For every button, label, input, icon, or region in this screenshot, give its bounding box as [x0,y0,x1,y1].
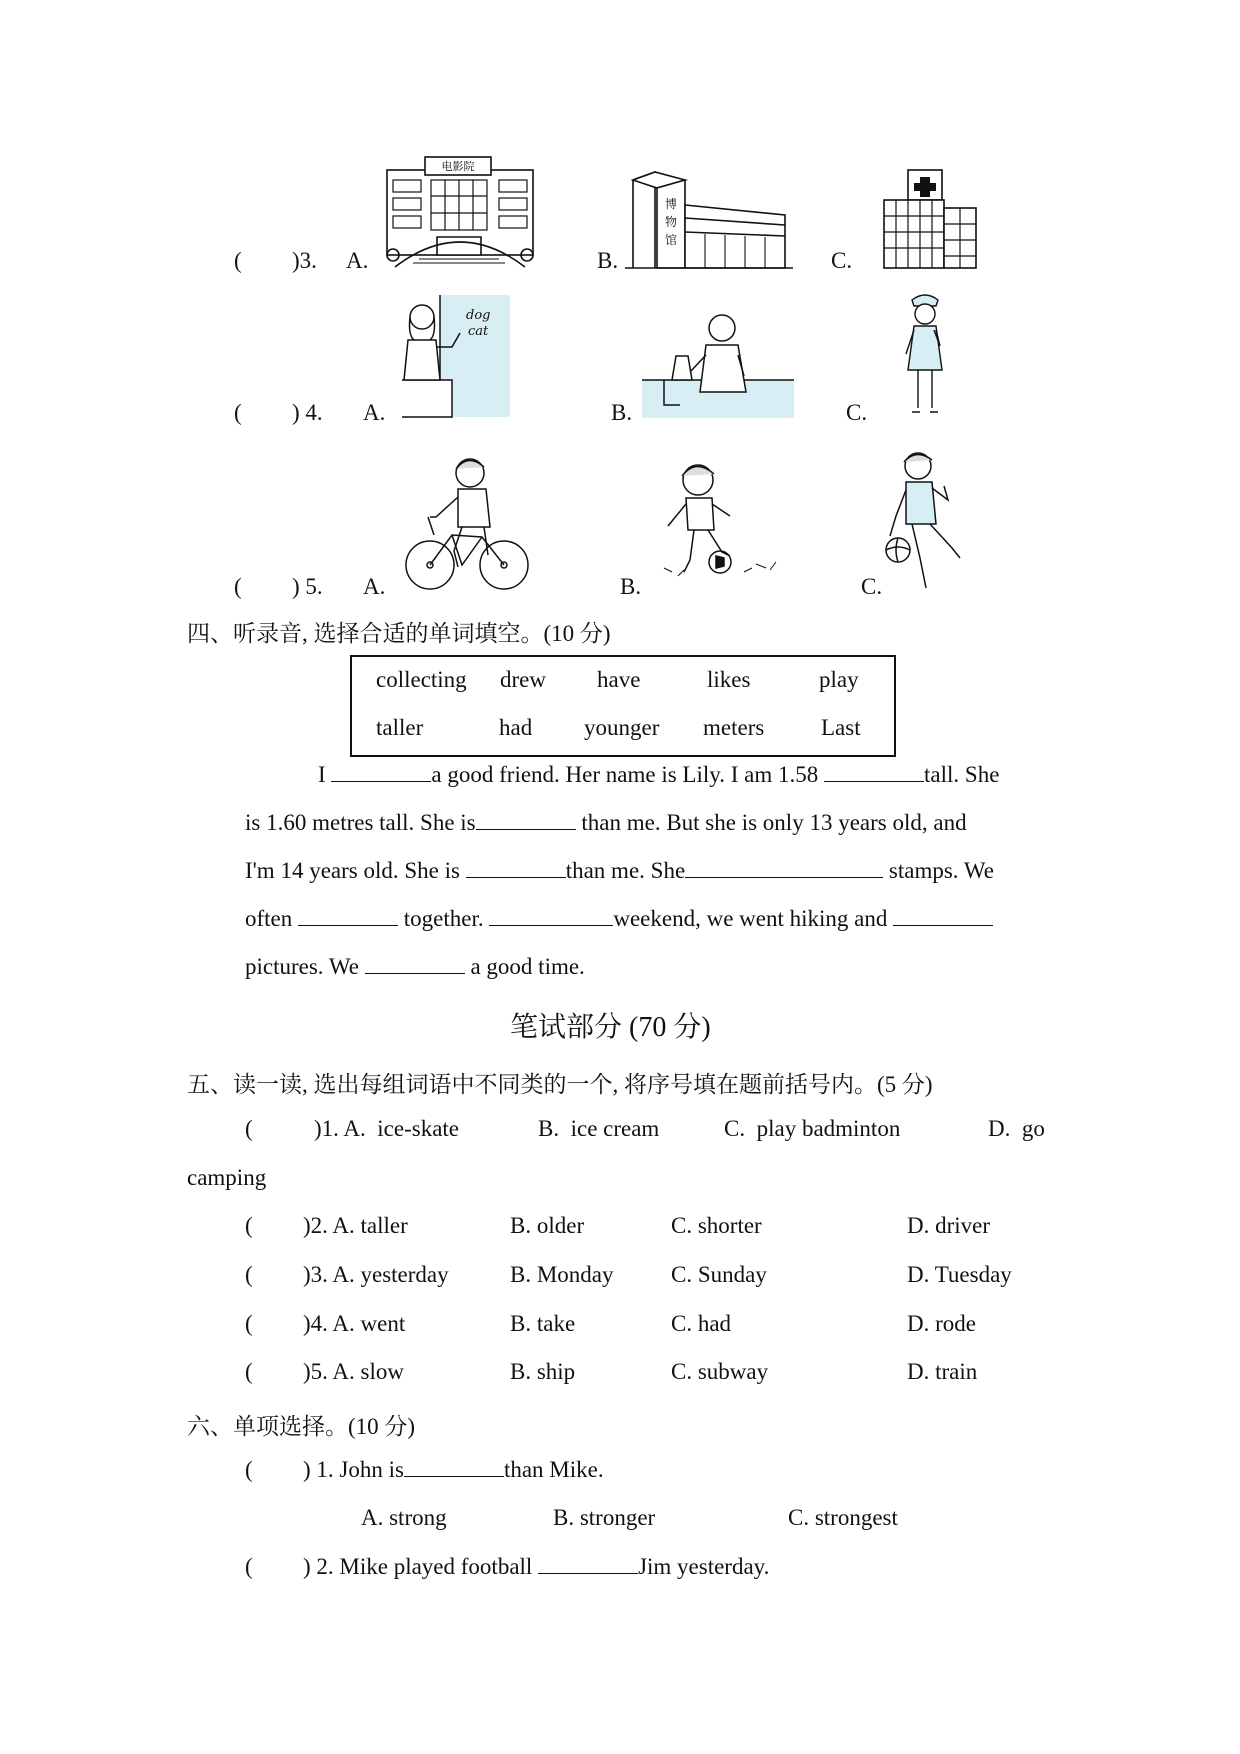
board-word-dog: dog [466,308,491,323]
teacher-icon[interactable] [400,295,512,420]
s5-q3-option-b: B. Monday [510,1262,614,1287]
boy-playing-football-icon[interactable] [660,460,785,585]
s5-q4-option-a: )4. A. went [303,1311,406,1336]
s5-q5-option-c: C. subway [671,1359,769,1384]
passage-line-4: often together. weekend, we went hiking and [245,906,993,932]
cinema-sign: 电影院 [441,160,475,173]
s5-q4-bracket[interactable]: ( [245,1311,253,1336]
s5-q5-bracket[interactable]: ( [245,1359,253,1384]
boy-riding-bike-icon[interactable] [402,455,532,595]
word-bank-item: Last [821,715,861,740]
s6-q2-bracket[interactable]: ( [245,1554,253,1579]
s5-q2-option-c: C. shorter [671,1213,762,1238]
passage-blank[interactable] [824,763,924,782]
q3-option-a-label: A. [346,248,369,273]
passage-blank[interactable] [476,811,576,830]
hospital-building-icon[interactable] [880,168,980,270]
q4-option-a-label: A. [363,400,386,425]
passage-blank[interactable] [685,859,883,878]
s6-q1-option-b[interactable]: B. stronger [553,1505,656,1530]
nurse-icon[interactable] [900,290,950,420]
s5-q4-option-c: C. had [671,1311,732,1336]
passage-blank[interactable] [298,907,398,926]
q4-bracket[interactable]: ( [234,400,242,425]
s5-q1-option-d: D. go [988,1116,1045,1141]
board-word-cat: cat [468,324,489,339]
s5-q1-bracket[interactable]: ( [245,1116,253,1141]
word-bank-item: play [819,667,859,692]
written-part-title: 笔试部分 (70 分) [510,1012,711,1043]
passage-blank[interactable] [365,955,465,974]
q4-option-c-label: C. [846,400,868,425]
word-bank-item: drew [500,667,546,692]
q4-number: ) 4. [292,400,323,425]
word-bank-item: likes [707,667,751,692]
s5-q3-bracket[interactable]: ( [245,1262,253,1287]
passage-line-1: I a good friend. Her name is Lily. I am 1.58 tall. She [318,762,1000,787]
s6-q1-option-c[interactable]: C. strongest [788,1505,898,1530]
museum-sign-1: 博 [664,197,678,211]
passage-blank[interactable] [893,907,993,926]
s5-q1-option-b: B. ice cream [538,1116,660,1141]
q3-option-c-label: C. [831,248,853,273]
s5-q5-option-a: )5. A. slow [303,1359,404,1384]
s5-q1-number: )1. A. ice-skate [314,1116,460,1141]
scientist-icon[interactable] [640,310,796,420]
s6-q1-stem: ) 1. John is than Mike. [303,1457,604,1482]
s6-q1-option-a[interactable]: A. strong [361,1505,447,1530]
museum-sign-3: 馆 [664,233,678,247]
s5-q4-option-d: D. rode [907,1311,976,1336]
q5-option-a-label: A. [363,574,386,599]
word-bank-item: meters [703,715,765,740]
s5-q3-option-d: D. Tuesday [907,1262,1012,1287]
passage-line-2: is 1.60 metres tall. She is than me. But she is only 13 years old, and [245,810,967,835]
section5-heading: 五、读一读, 选出每组词语中不同类的一个, 将序号填在题前括号内。(5 分) [187,1072,933,1097]
word-bank-item: taller [376,715,424,740]
s5-q2-option-b: B. older [510,1213,585,1238]
word-bank-item: collecting [376,667,467,692]
s5-q2-option-a: )2. A. taller [303,1213,408,1238]
s6-q1-bracket[interactable]: ( [245,1457,253,1482]
q5-number: ) 5. [292,574,323,599]
word-bank-item: had [499,715,533,740]
q5-option-c-label: C. [861,574,883,599]
passage-blank[interactable] [466,859,566,878]
word-bank-item: have [597,667,641,692]
q3-bracket[interactable]: ( [234,248,242,273]
s5-q1-option-c: C. play badminton [724,1116,901,1141]
passage-blank[interactable] [331,763,431,782]
s5-q4-option-b: B. take [510,1311,576,1336]
museum-building-icon[interactable] [625,170,795,270]
s5-q5-option-b: B. ship [510,1359,576,1384]
s5-q3-option-a: )3. A. yesterday [303,1262,449,1287]
word-bank-item: younger [584,715,660,740]
q3-number: )3. [292,248,317,273]
s6-q2-stem: ) 2. Mike played football Jim yesterday. [303,1554,770,1579]
s5-q2-bracket[interactable]: ( [245,1213,253,1238]
q4-option-b-label: B. [611,400,633,425]
passage-line-5: pictures. We a good time. [245,954,585,979]
s5-q3-option-c: C. Sunday [671,1262,767,1287]
passage-blank[interactable] [489,907,613,926]
q3-option-b-label: B. [597,248,619,273]
cinema-building-icon[interactable] [385,155,535,270]
s5-q1-wrap: camping [187,1165,267,1190]
s5-q5-option-d: D. train [907,1359,978,1384]
boy-playing-basketball-icon[interactable] [870,450,970,598]
section4-heading: 四、听录音, 选择合适的单词填空。(10 分) [187,621,611,646]
s6-q1-blank[interactable] [404,1458,504,1477]
museum-sign-2: 物 [664,215,678,229]
passage-line-3: I'm 14 years old. She is than me. She stamps. We [245,858,994,883]
s5-q2-option-d: D. driver [907,1213,991,1238]
section6-heading: 六、单项选择。(10 分) [187,1414,416,1439]
word-bank [350,655,896,757]
q5-option-b-label: B. [620,574,642,599]
q5-bracket[interactable]: ( [234,574,242,599]
s6-q2-blank[interactable] [538,1555,638,1574]
